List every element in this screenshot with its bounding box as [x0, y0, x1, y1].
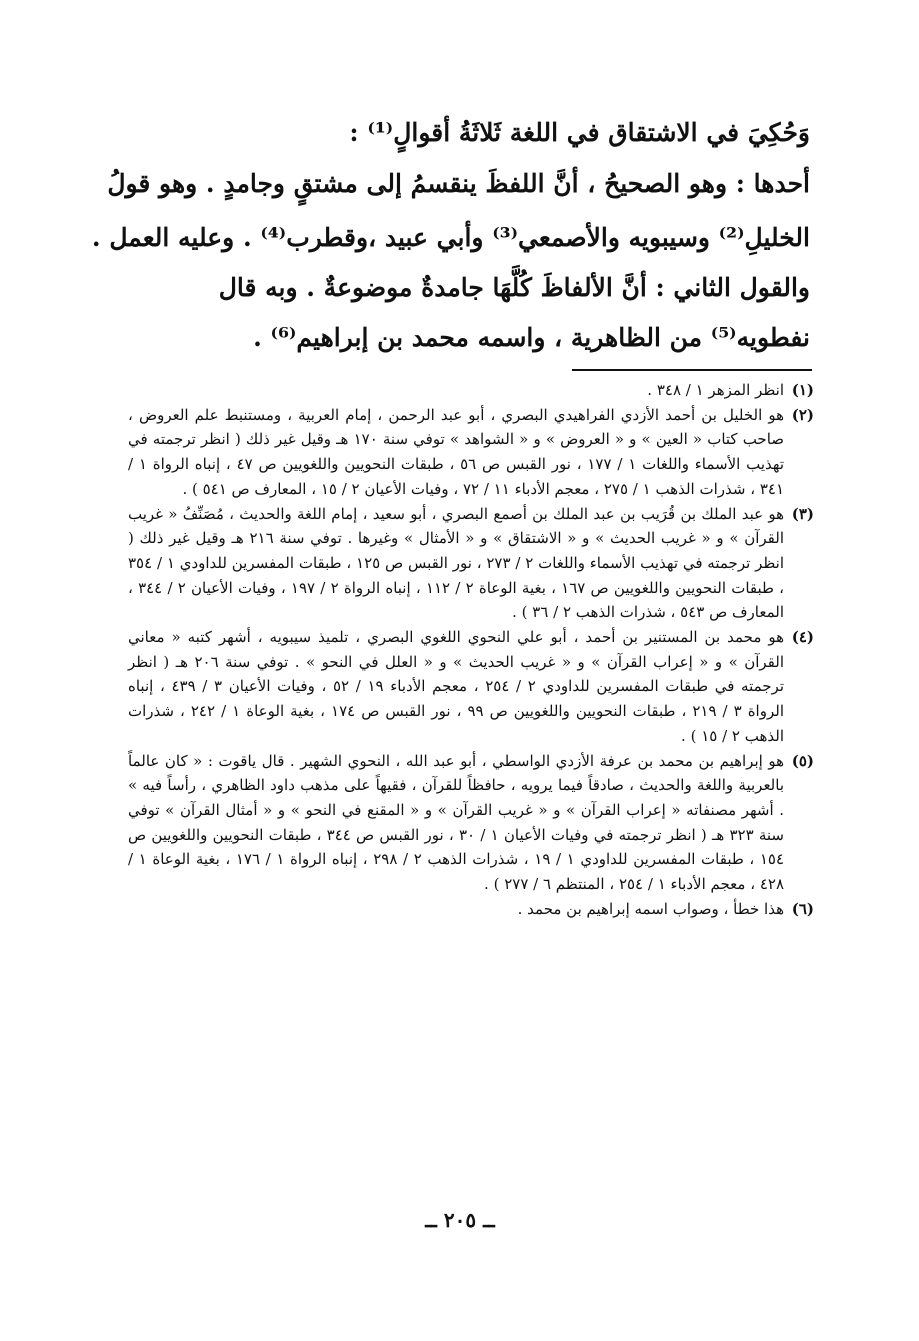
footnote-text: هو الخليل بن أحمد الأزدي الفراهيدي البصري ، أبو عبد الرحمن ، إمام العربية ، ومستنبط علم العروض ، صاحب كتاب « العين » و « العروض » و « الشواهد » توفي سنة ١٧٠ هـ وقيل غير ذلك ( انظر ترجمته في تهذيب الأسماء واللغات ١ / ١٧٧ ، نور القبس ص ٥٦ ، طبقات النحويين واللغويين ص ٤٧ ، إنباه الرواة ١ / ٣٤١ ، شذرات الذهب ١ / ٢٧٥ ، معجم الأدباء ١١ / ٧٢ ، وفيات الأعيان ٢ / ١٥ ، المعارف ص ٥٤١ ) . — [128, 405, 785, 498]
footnote-text: هو محمد بن المستنير بن أحمد ، أبو علي النحوي اللغوي البصري ، تلميذ سيبويه ، أشهر كتبه « معاني القرآن » و « إعراب القرآن » و « غريب الحديث » و « العلل في النحو » . توفي سنة ٢٠٦ هـ ( انظر ترجمته في طبقات المفسرين للداودي ٢ / ٢٥٤ ، معجم الأدباء ١٩ / ٥٢ ، وفيات الأعيان ٣ / ٤٣٩ ، إنباه الرواة ٣ / ٢١٩ ، طبقات النحويين واللغويين ص ٩٩ ، نور القبس ص ١٧٤ ، بغية الوعاة ١ / ٢٤٢ ، شذرات الذهب ٢ / ١٥ ) . — [128, 628, 785, 745]
footnote-text: انظر المزهر ١ / ٣٤٨ . — [647, 381, 784, 399]
footnote — [128, 897, 814, 922]
footnote — [128, 502, 814, 626]
footnote-number: (٢) — [791, 405, 814, 424]
footnote-text: هو إبراهيم بن محمد بن عرفة الأزدي الواسطي ، أبو عبد الله ، النحوي الشهير . قال ياقوت : « كان عالماً بالعربية واللغة والحديث ، صادقاً فيما يرويه ، حافظاً للقرآن ، فقيهاً على مذهب داود الظاهري ، رأساً فيه » . أشهر مصنفاته « إعراب القرآن » و « غريب القرآن » و « المقنع في النحو » و « أمثال القرآن » توفي سنة ٣٢٣ هـ ( انظر ترجمته في وفيات الأعيان ١ / ٣٠ ، نور القبس ص ٣٤٤ ، طبقات النحويين واللغويين ص ١٥٤ ، طبقات المفسرين للداودي ١ / ١٩ ، شذرات الذهب ٢ / ٢٩٨ ، إنباه الرواة ١ / ١٧٦ ، بغية الوعاة ١ / ٤٢٨ ، معجم الأدباء ١ / ٢٥٤ ، المنتظم ٦ / ٢٧٧ ) . — [128, 751, 785, 894]
footnote-number: (٤) — [791, 628, 814, 647]
footnote-number: (٦) — [791, 899, 814, 918]
footnote — [128, 378, 814, 403]
footnote — [128, 625, 814, 749]
footnote — [128, 749, 814, 897]
main-line: أحدها : وهو الصحيحُ ، أنَّ اللفظَ ينقسمُ إلى مشتقٍ وجامدٍ . وهو قولُ — [107, 169, 810, 198]
page-number: ــ ٢٠٥ ــ — [425, 1208, 495, 1232]
footnote-number: (٣) — [791, 504, 814, 523]
main-line: والقول الثاني : أنَّ الألفاظَ كُلَّهَا جامدةٌ موضوعةٌ . وبه قال — [218, 273, 810, 302]
footnote-text: هذا خطأ ، وصواب اسمه إبراهيم بن محمد . — [517, 899, 784, 918]
footnote-number: (١) — [791, 381, 814, 399]
footnote-text: هو عبد الملك بن قُرَيب بن عبد الملك بن أصمع البصري ، أبو سعيد ، إمام اللغة والحديث ، مُصَنِّفُ « غريب القرآن » و « غريب الحديث » و « الاشتقاق » و « الأمثال » وغيرها . توفي سنة ٢١٦ هـ وقيل غير ذلك ( انظر ترجمته في تهذيب الأسماء واللغات ٢ / ٢٧٣ ، نور القبس ص ١٢٥ ، طبقات المفسرين للداودي ١ / ٣٥٤ ، طبقات النحويين واللغويين ص ١٦٧ ، بغية الوعاة ٢ / ١١٢ ، إنباه الرواة ٢ / ١٩٧ ، وفيات الأعيان ٢ / ٣٤٤ ، المعارف ص ٥٤٣ ، شذرات الذهب ٢ / ٣٦ ) . — [128, 504, 785, 622]
main-line: وَحُكِيَ في الاشتقاق في اللغة ثَلاثَةُ أقوالٍ⁽¹⁾ : — [349, 118, 810, 147]
main-line: الخليلِ⁽²⁾ وسيبويه والأصمعي⁽³⁾ وأبي عبيد ،وقطرب⁽⁴⁾ . وعليه العمل . — [91, 223, 810, 252]
footnote-number: (٥) — [791, 751, 814, 770]
footnote — [128, 403, 814, 502]
main-line: نفطويه⁽⁵⁾ من الظاهرية ، واسمه محمد بن إبراهيم⁽⁶⁾ . — [253, 323, 810, 352]
footnotes — [128, 378, 814, 921]
footnote-separator — [572, 369, 812, 371]
